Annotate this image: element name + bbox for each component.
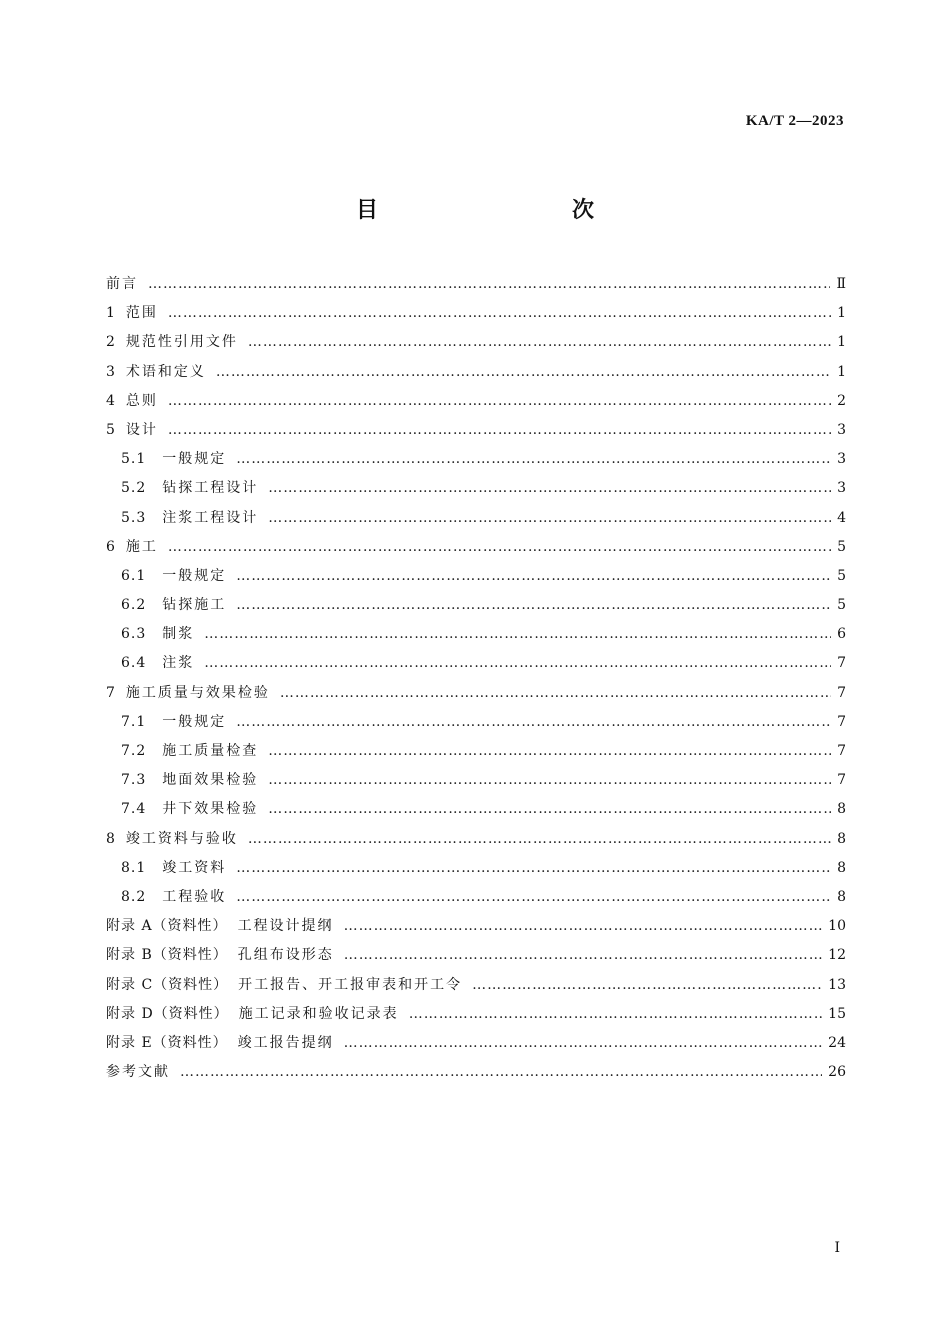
toc-entry-title: 施工质量与效果检验 [125,684,270,701]
toc-entry-number: 6.1 [121,567,147,584]
toc-entry[interactable] [106,620,846,649]
toc-entry-page: 7 [837,772,846,789]
toc-entry-title: 开工报告、开工报审表和开工令 [238,976,463,993]
toc-entry[interactable] [106,912,846,941]
toc-entry-title: 工程设计提纲 [237,918,334,935]
toc-entry[interactable] [106,328,846,357]
toc-entry-page: 8 [837,830,846,847]
toc-entry-number: 4 [106,392,116,409]
toc-entry-title: 施工质量检查 [162,743,259,759]
dot-leader [344,912,823,941]
toc-entry-number: 7.1 [121,713,147,730]
toc-entry-number: 2 [106,334,116,351]
dot-leader [268,504,831,533]
dot-leader [248,825,831,854]
dot-leader [236,708,831,737]
toc-entry-title: 地面效果检验 [162,772,259,789]
dot-leader [236,854,831,883]
toc-entry-title: 工程验收 [162,888,227,905]
toc-entry-title: 注浆工程设计 [162,509,259,526]
toc-entry-title: 制浆 [162,626,195,643]
toc-entry-number: 7.2 [121,743,147,759]
toc-entry-page: 3 [837,480,846,497]
toc-entry-page: Ⅱ [836,276,846,292]
toc-entry[interactable] [106,1000,846,1029]
toc-entry-title: 施工 [125,538,158,555]
toc-entry-page: 3 [837,451,846,468]
toc-entry-number: 3 [106,363,116,380]
dot-leader [236,445,831,474]
toc-entry[interactable] [106,1029,846,1058]
toc-entry-number: 5.3 [121,509,147,526]
dot-leader [268,766,831,795]
dot-leader [236,591,831,620]
toc-entry-number: 7.4 [121,801,147,818]
toc-entry-title: 前言 [106,276,138,292]
toc-entry-title: 一般规定 [162,713,227,730]
toc-entry-page: 8 [837,859,846,876]
toc-entry-number: 6 [106,538,116,555]
toc-entry[interactable] [106,883,846,912]
dot-leader [248,328,831,357]
toc-entry[interactable] [106,562,846,591]
toc-entry-number: 1 [106,305,116,322]
toc-entry-title: 规范性引用文件 [125,334,238,351]
toc-entry-page: 4 [837,509,846,526]
dot-leader [204,620,831,649]
toc-entry-number: 7.3 [121,772,147,789]
toc-entry-page: 13 [828,976,846,993]
dot-leader [168,299,831,328]
toc-entry[interactable] [106,679,846,708]
toc-entry[interactable] [106,971,846,1000]
toc-entry-title: 设计 [125,421,158,438]
toc-entry-page: 15 [828,1005,846,1022]
page-title: 目 次 [355,198,644,223]
toc-entry-number: 6.3 [121,626,147,643]
dot-leader [472,971,822,1000]
toc-entry[interactable] [106,533,846,562]
toc-entry-page: 26 [828,1064,846,1081]
toc-entry[interactable] [106,941,846,970]
toc-entry-title: 范围 [125,305,158,322]
toc-entry[interactable] [106,649,846,678]
toc-entry-page: 1 [837,305,846,322]
toc-entry[interactable] [106,299,846,328]
dot-leader [204,649,831,678]
toc-entry-page: 1 [837,363,846,380]
toc-entry-title: 钻探工程设计 [162,480,259,497]
toc-entry-number: 7 [106,684,116,701]
toc-entry[interactable] [106,1058,846,1087]
toc-entry-number: 8.2 [121,888,147,905]
dot-leader [168,387,831,416]
dot-leader [268,474,831,503]
toc-entry-number: 5.1 [121,451,147,468]
toc-entry-title: 井下效果检验 [162,801,259,818]
toc-entry-page: 5 [837,597,846,614]
dot-leader [236,562,831,591]
toc-entry-number: 附录 B（资料性） [106,947,228,964]
dot-leader [180,1058,822,1087]
toc-entry-number: 5.2 [121,480,147,497]
toc-entry-page: 2 [837,392,846,409]
toc-entry-page: 5 [837,567,846,584]
toc-entry-page: 7 [837,684,846,701]
toc-entry-title: 参考文献 [106,1064,170,1081]
toc-entry-number: 6.2 [121,597,147,614]
toc-entry-number: 8 [106,830,116,847]
toc-entry[interactable] [106,766,846,795]
toc-entry-title: 一般规定 [162,451,227,468]
dot-leader [409,1000,822,1029]
toc-entry-page: 8 [837,801,846,818]
toc-entry[interactable] [106,825,846,854]
dot-leader [236,883,831,912]
toc-entry-title: 竣工报告提纲 [237,1034,334,1051]
toc-entry-number: 附录 C（资料性） [106,976,229,993]
dot-leader [268,795,831,824]
toc-entry-page: 3 [837,421,846,438]
toc-entry[interactable] [106,416,846,445]
toc-entry-number: 附录 E（资料性） [106,1034,228,1051]
toc-entry-page: 8 [837,888,846,905]
toc-entry-title: 一般规定 [162,567,227,584]
toc-entry-number: 6.4 [121,655,147,672]
toc-entry[interactable] [106,358,846,387]
toc-entry-page: 7 [837,743,846,759]
standard-code: KA/T 2—2023 [745,113,844,129]
toc-entry-title: 注浆 [162,655,195,672]
toc-entry-title: 总则 [125,392,158,409]
toc-entry[interactable] [106,591,846,620]
toc-entry[interactable] [106,270,846,299]
toc-entry-number: 8.1 [121,859,147,876]
dot-leader [344,1029,823,1058]
toc-entry[interactable] [106,708,846,737]
dot-leader [280,679,831,708]
toc-entry-title: 施工记录和验收记录表 [238,1005,399,1022]
toc-entry-page: 5 [837,538,846,555]
dot-leader [216,358,831,387]
toc-entry-page: 6 [837,626,846,643]
dot-leader [268,737,831,766]
toc-entry-title: 孔组布设形态 [237,947,334,964]
dot-leader [168,416,831,445]
dot-leader [168,533,831,562]
toc-entry[interactable] [106,387,846,416]
toc-entry-number: 附录 D（资料性） [106,1005,229,1022]
table-of-contents [106,270,846,1087]
toc-entry[interactable] [106,737,846,766]
toc-entry-number: 附录 A（资料性） [106,918,228,935]
toc-entry-title: 竣工资料与验收 [125,830,238,847]
toc-entry-page: 12 [828,947,846,964]
page-number: I [834,1240,840,1256]
toc-entry-page: 24 [828,1034,846,1051]
toc-entry-number: 5 [106,421,116,438]
dot-leader [344,941,822,970]
toc-entry-title: 术语和定义 [125,363,206,380]
toc-entry[interactable] [106,795,846,824]
toc-entry-page: 10 [828,918,846,935]
toc-entry-title: 竣工资料 [162,859,227,876]
toc-entry[interactable] [106,445,846,474]
toc-entry-page: 7 [837,655,846,672]
toc-entry[interactable] [106,504,846,533]
toc-entry-title: 钻探施工 [162,597,227,614]
toc-entry[interactable] [106,474,846,503]
toc-entry[interactable] [106,854,846,883]
dot-leader [148,270,830,299]
toc-entry-page: 7 [837,713,846,730]
toc-entry-page: 1 [837,334,846,351]
